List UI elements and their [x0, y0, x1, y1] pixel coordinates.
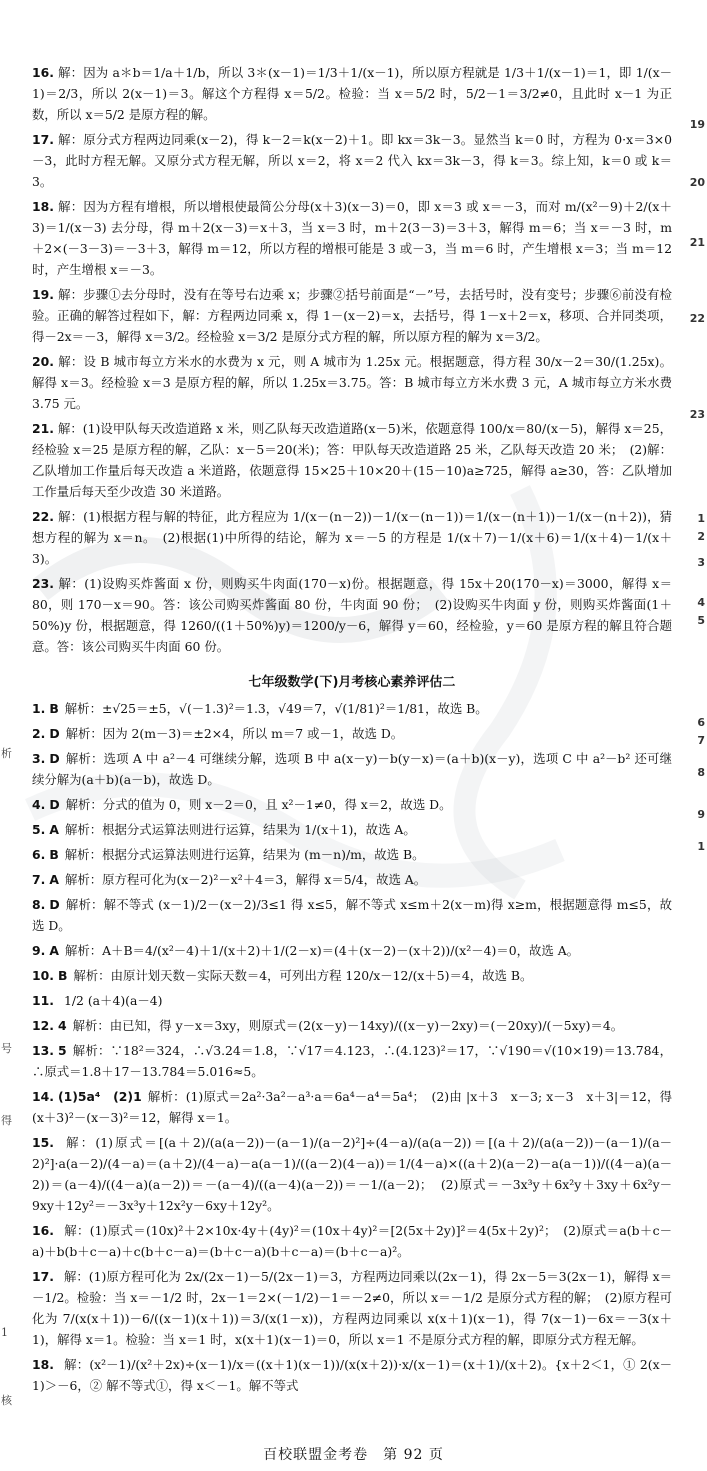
item-answer: A: [49, 822, 59, 837]
item-text: 解：因为方程有增根，所以增根使最简公分母(x＋3)(x－3)＝0，即 x＝3 或 x＝－3，而对 m/(x²－9)＋2/(x＋3)＝1/(x－3) 去分母，得 m＋2(x－3)＝x＋3，当 x＝3 时，m＋2(3－3)＝3＋3，解得 m＝6；当 x＝－3 时，m＋2×(－3－3)＝－3＋3，解得 m＝12，所以方程的增根可能是 3 或－3，当 m＝6 时，产生增根 x＝3；当 m＝12 时，产生增根 x＝－3。: [32, 199, 672, 277]
right-margin-mark: 8: [697, 766, 705, 779]
item-text: 解析：解不等式 (x－1)/2－(x－2)/3≤1 得 x≤5，解不等式 x≤m＋2(x－m)得 x≥m，根据题意得 m≤5，故选 D。: [32, 897, 672, 933]
left-margin-mark: 析: [1, 747, 12, 760]
item-number: 5.: [32, 822, 46, 837]
section-title: 七年级数学(下)月考核心素养评估二: [248, 675, 456, 690]
left-margin-mark: 1: [1, 1326, 8, 1339]
item-number: 20.: [32, 354, 54, 369]
right-margin-mark: 2: [697, 530, 705, 543]
answer-content: [32, 62, 672, 1400]
right-margin-mark: 1: [697, 840, 705, 853]
right-margin-mark: 21: [689, 236, 705, 249]
item-text: 解：(1)设购买炸酱面 x 份，则购买牛肉面(170－x)份。根据题意，得 15x＋20(170－x)＝3000，解得 x＝80，则 170－x＝90。答：该公司购买炸酱面 80 份，牛肉面 90 份； (2)设购买牛肉面 y 份，则购买炸酱面(1＋50%)y 份，根据题意，得 1260/((1＋50%)y)＝1200/y－6，解得 y＝60，经检验，y＝60 是原方程的解且符合题意。答：该公司购买牛肉面 60 份。: [32, 576, 672, 654]
answer-item: [32, 284, 672, 347]
item-number: 16.: [32, 65, 54, 80]
item-number: 8.: [32, 897, 46, 912]
answer-item: [32, 196, 672, 280]
answer-item: [32, 1220, 672, 1262]
answer-item: [32, 965, 672, 986]
item-number: 17.: [32, 1269, 54, 1284]
item-text: 解：(x²－1)/(x²＋2x)÷(x－1)/x＝((x＋1)(x－1))/(x(x＋2))·x/(x－1)＝(x＋1)/(x＋2)。{x＋2＜1，① 2(x－1)＞－6，② 解不等式①，得 x＜－1。解不等式: [32, 1357, 672, 1393]
left-margin-mark: 得: [1, 1114, 12, 1127]
answer-list-previous: [32, 62, 672, 657]
item-text: 解：设 B 城市每立方米水的水费为 x 元，则 A 城市为 1.25x 元。根据题意，得方程 30/x－2＝30/(1.25x)。解得 x＝3。经检验 x＝3 是原方程的解，所以 1.25x＝3.75。答：B 城市每立方米水费 3 元，A 城市每立方米水费 3.75 元。: [32, 354, 672, 411]
item-text: 解：(1)原方程可化为 2x/(2x－1)－5/(2x－1)＝3，方程两边同乘以(2x－1)，得 2x－5＝3(2x－1)，解得 x＝－1/2。检验：当 x＝－1/2 时，2x－1＝2×(－1/2)－1＝－2≠0，所以 x＝－1/2 是原分式方程的解； (2)原方程可化为 7/(x(x＋1))－6/((x－1)(x＋1))＝3/(x(1－x))，方程两边同乘以 x(x＋1)(x－1)，得 7(x－1)－6x＝－3(x＋1)，解得 x＝1。检验：当 x＝1 时，x(x＋1)(x－1)＝0，所以 x＝1 不是原分式方程的解，即原分式方程无解。: [32, 1269, 672, 1347]
item-text: 解：步骤①去分母时，没有在等号右边乘 x；步骤②括号前面是“－”号，去括号时，没有变号；步骤⑥前没有检验。正确的解答过程如下，解：方程两边同乘 x，得 1－(x－2)＝x，去括号，得 1－x＋2＝x，移项、合并同类项，得－2x＝－3，解得 x＝3/2。经检验 x＝3/2 是原分式方程的解，所以原方程的解为 x＝3/2。: [32, 287, 672, 344]
item-text: 解：(1)根据方程与解的特征，此方程应为 1/(x－(n－2))－1/(x－(n－1))＝1/(x－(n＋1))－1/(x－(n＋2))，猜想方程的解为 x＝n。 (2)根据(1)中所得的结论，解为 x＝－5 的方程是 1/(x＋7)－1/(x＋6)＝1/(x＋4)－1/(x＋3)。: [32, 509, 672, 566]
item-number: 23.: [32, 576, 54, 591]
answer-item: [32, 1132, 672, 1216]
answer-item: [32, 990, 672, 1011]
right-margin-mark: 23: [689, 408, 705, 421]
item-number: 13.: [32, 1043, 54, 1058]
item-text: 解析：A＋B＝4/(x²－4)＋1/(x＋2)＋1/(2－x)＝(4＋(x－2)－(x＋2))/(x²－4)＝0，故选 A。: [64, 943, 580, 958]
item-text: 解析：由已知，得 y－x＝3xy，则原式＝(2(x－y)－14xy)/((x－y)－2xy)＝(－20xy)/(－5xy)＝4。: [72, 1018, 624, 1033]
right-margin-mark: 5: [697, 614, 705, 627]
answer-item: [32, 573, 672, 657]
answer-item: [32, 844, 672, 865]
right-margin-mark: 9: [697, 808, 705, 821]
item-answer: (1)5a⁴ (2)1: [57, 1089, 142, 1104]
answer-item: [32, 62, 672, 125]
item-answer: A: [49, 872, 59, 887]
item-text: 解：(1)原式＝[(a＋2)/(a(a－2))－(a－1)/(a－2)²]÷(4－a)/(a(a－2))＝[(a＋2)/(a(a－2))－(a－1)/(a－2)²]·a(a－2)/(4－a)＝(a＋2)/(4－a)－a(a－1)/((a－2)(4－a))＝1/(4－a)×((a＋2)(a－2)－a(a－1))/((4－a)(a－2))＝(a－4)/((4－a)(a－2))＝－(a－4)/((a－4)(a－2))＝－1/(a－2)； (2)原式＝－3x³y＋6x²y＋3xy＋6x²y－9xy＋12y²＝－3x³y＋12x²y－6xy＋12y²。: [32, 1135, 672, 1213]
item-text: 解析：分式的值为 0，则 x－2＝0，且 x²－1≠0，得 x＝2，故选 D。: [65, 797, 452, 812]
answer-item: [32, 1015, 672, 1036]
item-number: 15.: [32, 1135, 54, 1150]
item-answer: B: [57, 968, 68, 983]
right-margin-mark: 19: [689, 118, 705, 131]
item-number: 2.: [32, 726, 46, 741]
right-margin-mark: 1: [697, 512, 705, 525]
page-footer: 百校联盟金考卷 第 92 页: [263, 1447, 444, 1463]
answer-item: [32, 698, 672, 719]
right-margin-mark: 22: [689, 312, 705, 325]
item-number: 21.: [32, 421, 54, 436]
item-answer: 4: [57, 1018, 67, 1033]
answer-list-assessment: [32, 698, 672, 1396]
item-answer: D: [49, 751, 60, 766]
item-number: 11.: [32, 993, 54, 1008]
item-text: 解析：根据分式运算法则进行运算，结果为 1/(x＋1)，故选 A。: [64, 822, 416, 837]
item-text: 解：(1)原式＝(10x)²＋2×10x·4y＋(4y)²＝(10x＋4y)²＝[2(5x＋2y)]²＝4(5x＋2y)²； (2)原式＝a(b＋c－a)＋b(b＋c－a)＋c(b＋c－a)＝(b＋c－a)(b＋c－a)＝(b＋c－a)²。: [32, 1223, 672, 1259]
item-number: 16.: [32, 1223, 54, 1238]
item-answer: D: [49, 797, 60, 812]
item-answer: A: [49, 943, 59, 958]
item-text: 解析：±√25＝±5，√(－1.3)²＝1.3，√49＝7，√(1/81)²＝1/81，故选 B。: [64, 701, 488, 716]
left-margin-mark: 核: [1, 1394, 12, 1407]
item-number: 7.: [32, 872, 46, 887]
item-text: 解：(1)设甲队每天改造道路 x 米，则乙队每天改造道路(x－5)米，依题意得 100/x＝80/(x－5)，解得 x＝25，经检验 x＝25 是原方程的解，乙队：x－5＝20(米)；答：甲队每天改造道路 25 米，乙队每天改造 20 米； (2)解：乙队增加工作量后每天改造 a 米道路，依题意得 15×25＋10×20＋(15－10)a≥725，解得 a≥30，答：乙队增加工作量后每天至少改造 30 米道路。: [32, 421, 672, 499]
item-text: 解析：由原计划天数－实际天数＝4，可列出方程 120/x－12/(x＋5)＝4，故选 B。: [73, 968, 533, 983]
answer-item: [32, 723, 672, 744]
answer-item: [32, 1086, 672, 1128]
item-number: 10.: [32, 968, 54, 983]
item-answer: B: [49, 701, 59, 716]
item-number: 22.: [32, 509, 54, 524]
item-text: 解析：原方程可化为(x－2)²－x²＋4＝3，解得 x＝5/4，故选 A。: [64, 872, 427, 887]
answer-item: [32, 1040, 672, 1082]
item-text: 解析：∵18²＝324，∴√3.24＝1.8，∵√17＝4.123，∴(4.123)²＝17，∵√190＝√(10×19)＝13.784，∴原式＝1.8＋17－13.784＝5.016≈5。: [32, 1043, 672, 1079]
left-margin-fragments: [0, 0, 14, 1471]
answer-item: [32, 1266, 672, 1350]
item-text: 1/2 (a＋4)(a－4): [63, 993, 163, 1008]
item-number: 19.: [32, 287, 54, 302]
item-number: 1.: [32, 701, 46, 716]
answer-item: [32, 894, 672, 936]
right-margin-fragments: [689, 0, 707, 1471]
answer-item: [32, 869, 672, 890]
item-text: 解析：选项 A 中 a²－4 可继续分解，选项 B 中 a(x－y)－b(y－x)＝(a＋b)(x－y)，选项 C 中 a²－b² 还可继续分解为(a＋b)(a－b)，故选 D。: [32, 751, 672, 787]
item-text: 解：原分式方程两边同乘(x－2)，得 k－2＝k(x－2)＋1。即 kx＝3k－3。显然当 k＝0 时，方程为 0·x＝3×0－3，此时方程无解。又原分式方程无解，所以 x＝2，将 x＝2 代入 kx＝3k－3，得 k＝3。综上知，k＝0 或 k＝3。: [32, 132, 672, 189]
answer-item: [32, 940, 672, 961]
item-answer: 5: [57, 1043, 67, 1058]
item-number: 9.: [32, 943, 46, 958]
item-number: 18.: [32, 1357, 54, 1372]
right-margin-mark: 3: [697, 556, 705, 569]
item-answer: D: [49, 897, 60, 912]
item-text: 解析：根据分式运算法则进行运算，结果为 (m－n)/m，故选 B。: [64, 847, 425, 862]
item-number: 4.: [32, 797, 46, 812]
left-margin-mark: 号: [1, 1042, 12, 1055]
right-margin-mark: 7: [697, 734, 705, 747]
answer-item: [32, 748, 672, 790]
item-number: 17.: [32, 132, 54, 147]
item-number: 3.: [32, 751, 46, 766]
answer-item: [32, 506, 672, 569]
answer-item: [32, 418, 672, 502]
item-number: 18.: [32, 199, 54, 214]
item-number: 6.: [32, 847, 46, 862]
answer-item: [32, 351, 672, 414]
answer-item: [32, 129, 672, 192]
item-number: 12.: [32, 1018, 54, 1033]
item-text: 解析：因为 2(m－3)＝±2×4，所以 m＝7 或－1，故选 D。: [65, 726, 404, 741]
answer-item: [32, 794, 672, 815]
item-answer: B: [49, 847, 59, 862]
item-text: 解：因为 a＊b＝1/a＋1/b，所以 3＊(x－1)＝1/3＋1/(x－1)，所以原方程就是 1/3＋1/(x－1)＝1，即 1/(x－1)＝2/3，所以 2(x－1)＝3。解这个方程得 x＝5/2。检验：当 x＝5/2 时，5/2－1＝3/2≠0，且此时 x－1 为正数，所以 x＝5/2 是原方程的解。: [32, 65, 672, 122]
item-number: 14.: [32, 1089, 54, 1104]
item-text: 解析：(1)原式＝2a²·3a²－a³·a＝6a⁴－a⁴＝5a⁴； (2)由 |x＋3 x－3; x－3 x＋3|＝12，得(x＋3)²－(x－3)²＝12，解得 x＝1。: [32, 1089, 672, 1125]
right-margin-mark: 6: [697, 716, 705, 729]
answer-item: [32, 1354, 672, 1396]
right-margin-mark: 4: [697, 596, 705, 609]
item-answer: D: [49, 726, 60, 741]
right-margin-mark: 20: [689, 176, 705, 189]
answer-item: [32, 819, 672, 840]
